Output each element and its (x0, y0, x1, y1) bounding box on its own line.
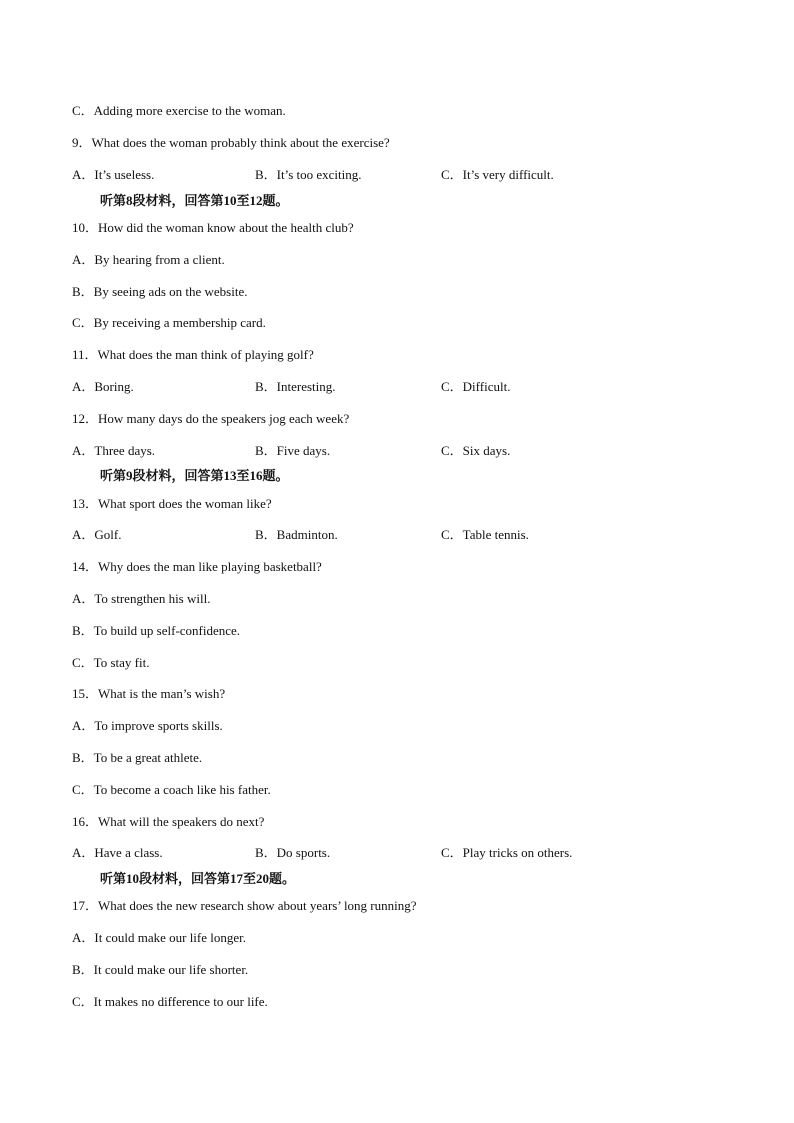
q8-option-c: C．Adding more exercise to the woman. (72, 103, 286, 118)
q13-option-b: B．Badminton. (255, 527, 338, 542)
question-16: 16．What will the speakers do next? (72, 814, 265, 829)
q12-option-c: C．Six days. (441, 443, 511, 458)
question-10: 10．How did the woman know about the health club? (72, 220, 354, 235)
q9-option-b: B．It’s too exciting. (255, 167, 362, 182)
q9-option-c: C．It’s very difficult. (441, 167, 554, 182)
question-17: 17．What does the new research show about years’ long running? (72, 898, 417, 913)
q13-option-a: A．Golf. (72, 527, 122, 542)
q15-option-b: B．To be a great athlete. (72, 750, 203, 765)
q11-option-c: C．Difficult. (441, 379, 511, 394)
q16-option-b: B．Do sports. (255, 845, 331, 860)
question-11: 11．What does the man think of playing golf? (72, 347, 314, 362)
q15-option-a: A．To improve sports skills. (72, 718, 223, 733)
q13-option-c: C．Table tennis. (441, 527, 529, 542)
q17-option-a: A．It could make our life longer. (72, 930, 247, 945)
question-12: 12．How many days do the speakers jog each week? (72, 411, 350, 426)
q12-option-b: B．Five days. (255, 443, 331, 458)
section-heading-8: 听第8段材料，回答第10至12题。 (100, 193, 289, 208)
section-heading-10: 听第10段材料，回答第17至20题。 (100, 871, 296, 886)
q10-option-c: C．By receiving a membership card. (72, 315, 266, 330)
q10-option-b: B．By seeing ads on the website. (72, 284, 248, 299)
section-heading-9: 听第9段材料，回答第13至16题。 (100, 468, 289, 483)
q17-option-c: C．It makes no difference to our life. (72, 994, 268, 1009)
q15-option-c: C．To become a coach like his father. (72, 782, 271, 797)
q9-option-a: A．It’s useless. (72, 167, 155, 182)
q14-option-a: A．To strengthen his will. (72, 591, 211, 606)
question-14: 14．Why does the man like playing basketball? (72, 559, 322, 574)
q17-option-b: B．It could make our life shorter. (72, 962, 249, 977)
q14-option-b: B．To build up self-confidence. (72, 623, 241, 638)
q10-option-a: A．By hearing from a client. (72, 252, 225, 267)
question-13: 13．What sport does the woman like? (72, 496, 272, 511)
question-15: 15．What is the man’s wish? (72, 686, 226, 701)
question-9: 9．What does the woman probably think about the exercise? (72, 135, 390, 150)
q12-option-a: A．Three days. (72, 443, 156, 458)
q11-option-a: A．Boring. (72, 379, 134, 394)
q14-option-c: C．To stay fit. (72, 655, 150, 670)
q16-option-c: C．Play tricks on others. (441, 845, 573, 860)
q11-option-b: B．Interesting. (255, 379, 336, 394)
q16-option-a: A．Have a class. (72, 845, 163, 860)
